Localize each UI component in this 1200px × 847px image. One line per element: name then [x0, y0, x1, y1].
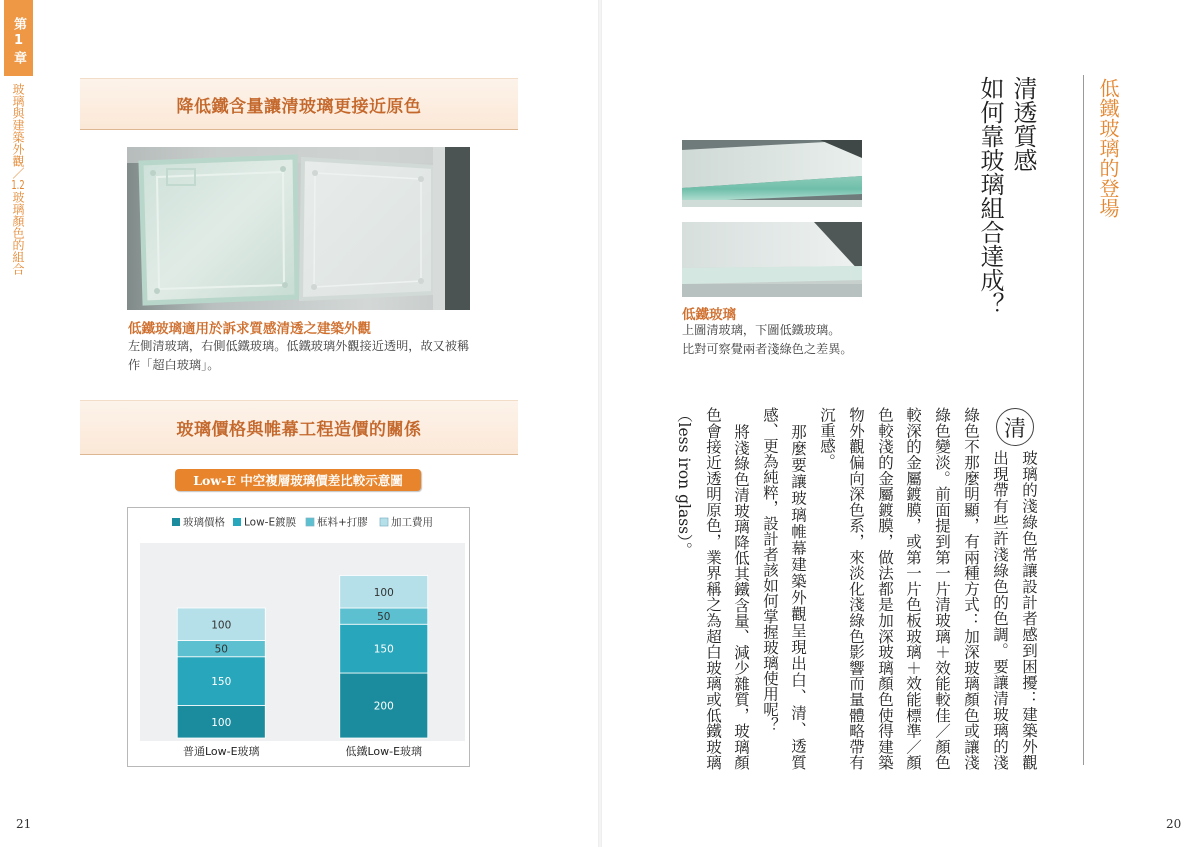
body-column: 物外觀偏向深色系，來淡化淺綠色影響而量體略帶有 [847, 407, 865, 770]
body-column: 色會接近透明原色，業界稱之為超白玻璃或低鐵玻璃 [704, 407, 722, 770]
data-label: 100 [211, 619, 232, 632]
drop-cap: 清 [996, 408, 1034, 446]
running-head-chapter: 玻璃與建築外觀／ [11, 83, 25, 179]
photo-caption-line: 上圖清玻璃，下圖低鐵玻璃。 [682, 323, 841, 337]
legend-swatch [233, 518, 241, 526]
photo-caption-line: 左側清玻璃，右側低鐵玻璃。低鐵玻璃外觀接近透明，故又被稱 [128, 339, 470, 353]
photo-caption-line: 比對可察覺兩者淺綠色之差異。 [682, 342, 853, 356]
headline-line-1: 清透質感 [1009, 76, 1037, 172]
body-column: 將淺綠色清玻璃降低其鐵含量、減少雜質，玻璃顏 [732, 424, 750, 770]
glass-panels-image [127, 147, 470, 310]
legend-swatch [380, 518, 388, 526]
chart-title: Low-E 中空複層玻璃價差比較示意圖 [175, 469, 421, 491]
running-head-section: 玻璃顏色的組合 [11, 191, 25, 275]
legend-label: 玻璃價格 [183, 516, 225, 529]
running-head [8, 83, 28, 283]
body-column: （less iron glass）。 [675, 407, 693, 558]
body-column: 玻璃的淺綠色常讓設計者感到困擾：建築外觀 [1020, 450, 1038, 770]
photo-low-iron-glass-edge [682, 222, 862, 297]
data-label: 150 [373, 643, 394, 656]
legend-label: Low-E鍍膜 [244, 516, 297, 529]
body-column: 那麼要讓玻璃帷幕建築外觀呈現出白、清、透質 [789, 424, 807, 770]
section-banner-1 [80, 78, 518, 130]
photo-caption-title: 低鐵玻璃適用於訴求質感清透之建築外觀 [128, 321, 371, 337]
photo-caption-line: 作「超白玻璃」。 [128, 358, 220, 372]
legend-swatch [306, 518, 314, 526]
body-column: 色較淺的金屬鍍膜，做法都是加深玻璃顏色使得建築 [876, 407, 894, 770]
legend-label: 框料+打膠 [317, 516, 368, 529]
category-label: 普通Low-E玻璃 [182, 745, 260, 758]
photo-clear-vs-low-iron-glass [127, 147, 470, 310]
body-column: 較深的金屬鍍膜，或第一片色板玻璃＋效能標準／顏 [904, 407, 922, 770]
body-column: 感、更為純粹，設計者該如何掌握玻璃使用呢？ [761, 407, 779, 733]
legend-swatch [172, 518, 180, 526]
data-label: 200 [373, 700, 394, 713]
body-column: 綠色不那麼明顯，有兩種方式：加深玻璃顏色或讓淺 [962, 407, 980, 770]
data-label: 100 [211, 716, 232, 729]
headline-line-2: 如何靠玻璃組合達成？ [976, 76, 1004, 316]
data-label: 50 [377, 611, 391, 624]
body-column: 出現帶有些許淺綠色的色調。要讓清玻璃的淺 [991, 450, 1009, 770]
category-label: 低鐵Low-E玻璃 [345, 745, 423, 758]
body-column: 綠色變淡。前面提到第一片清玻璃＋效能較佳／顏色 [933, 407, 951, 770]
photo-clear-glass-edge [682, 140, 862, 207]
side-divider [1083, 75, 1084, 765]
section-title: 降低鐵含量讓清玻璃更接近原色 [176, 96, 422, 117]
low-iron-glass-image [682, 222, 862, 297]
section-banner-2 [80, 400, 518, 455]
page-number-left: 21 [16, 817, 32, 831]
page-number-right: 20 [1166, 817, 1182, 831]
side-section-title: 低鐵玻璃的登場 [1096, 78, 1120, 218]
body-column: 沉重感。 [818, 407, 836, 469]
photo-caption-title: 低鐵玻璃 [682, 307, 736, 323]
chart-frame [127, 507, 470, 767]
data-label: 50 [214, 643, 228, 656]
stacked-bar-chart [128, 508, 469, 766]
running-head-section-number: 1.2 [11, 179, 25, 191]
legend-label: 加工費用 [391, 516, 433, 529]
section-title: 玻璃價格與帷幕工程造價的關係 [176, 420, 422, 440]
data-label: 150 [211, 676, 232, 689]
data-label: 100 [373, 586, 394, 599]
chapter-tab: 第1章 [4, 0, 33, 76]
page-gutter [598, 0, 602, 847]
clear-glass-image [682, 140, 862, 207]
